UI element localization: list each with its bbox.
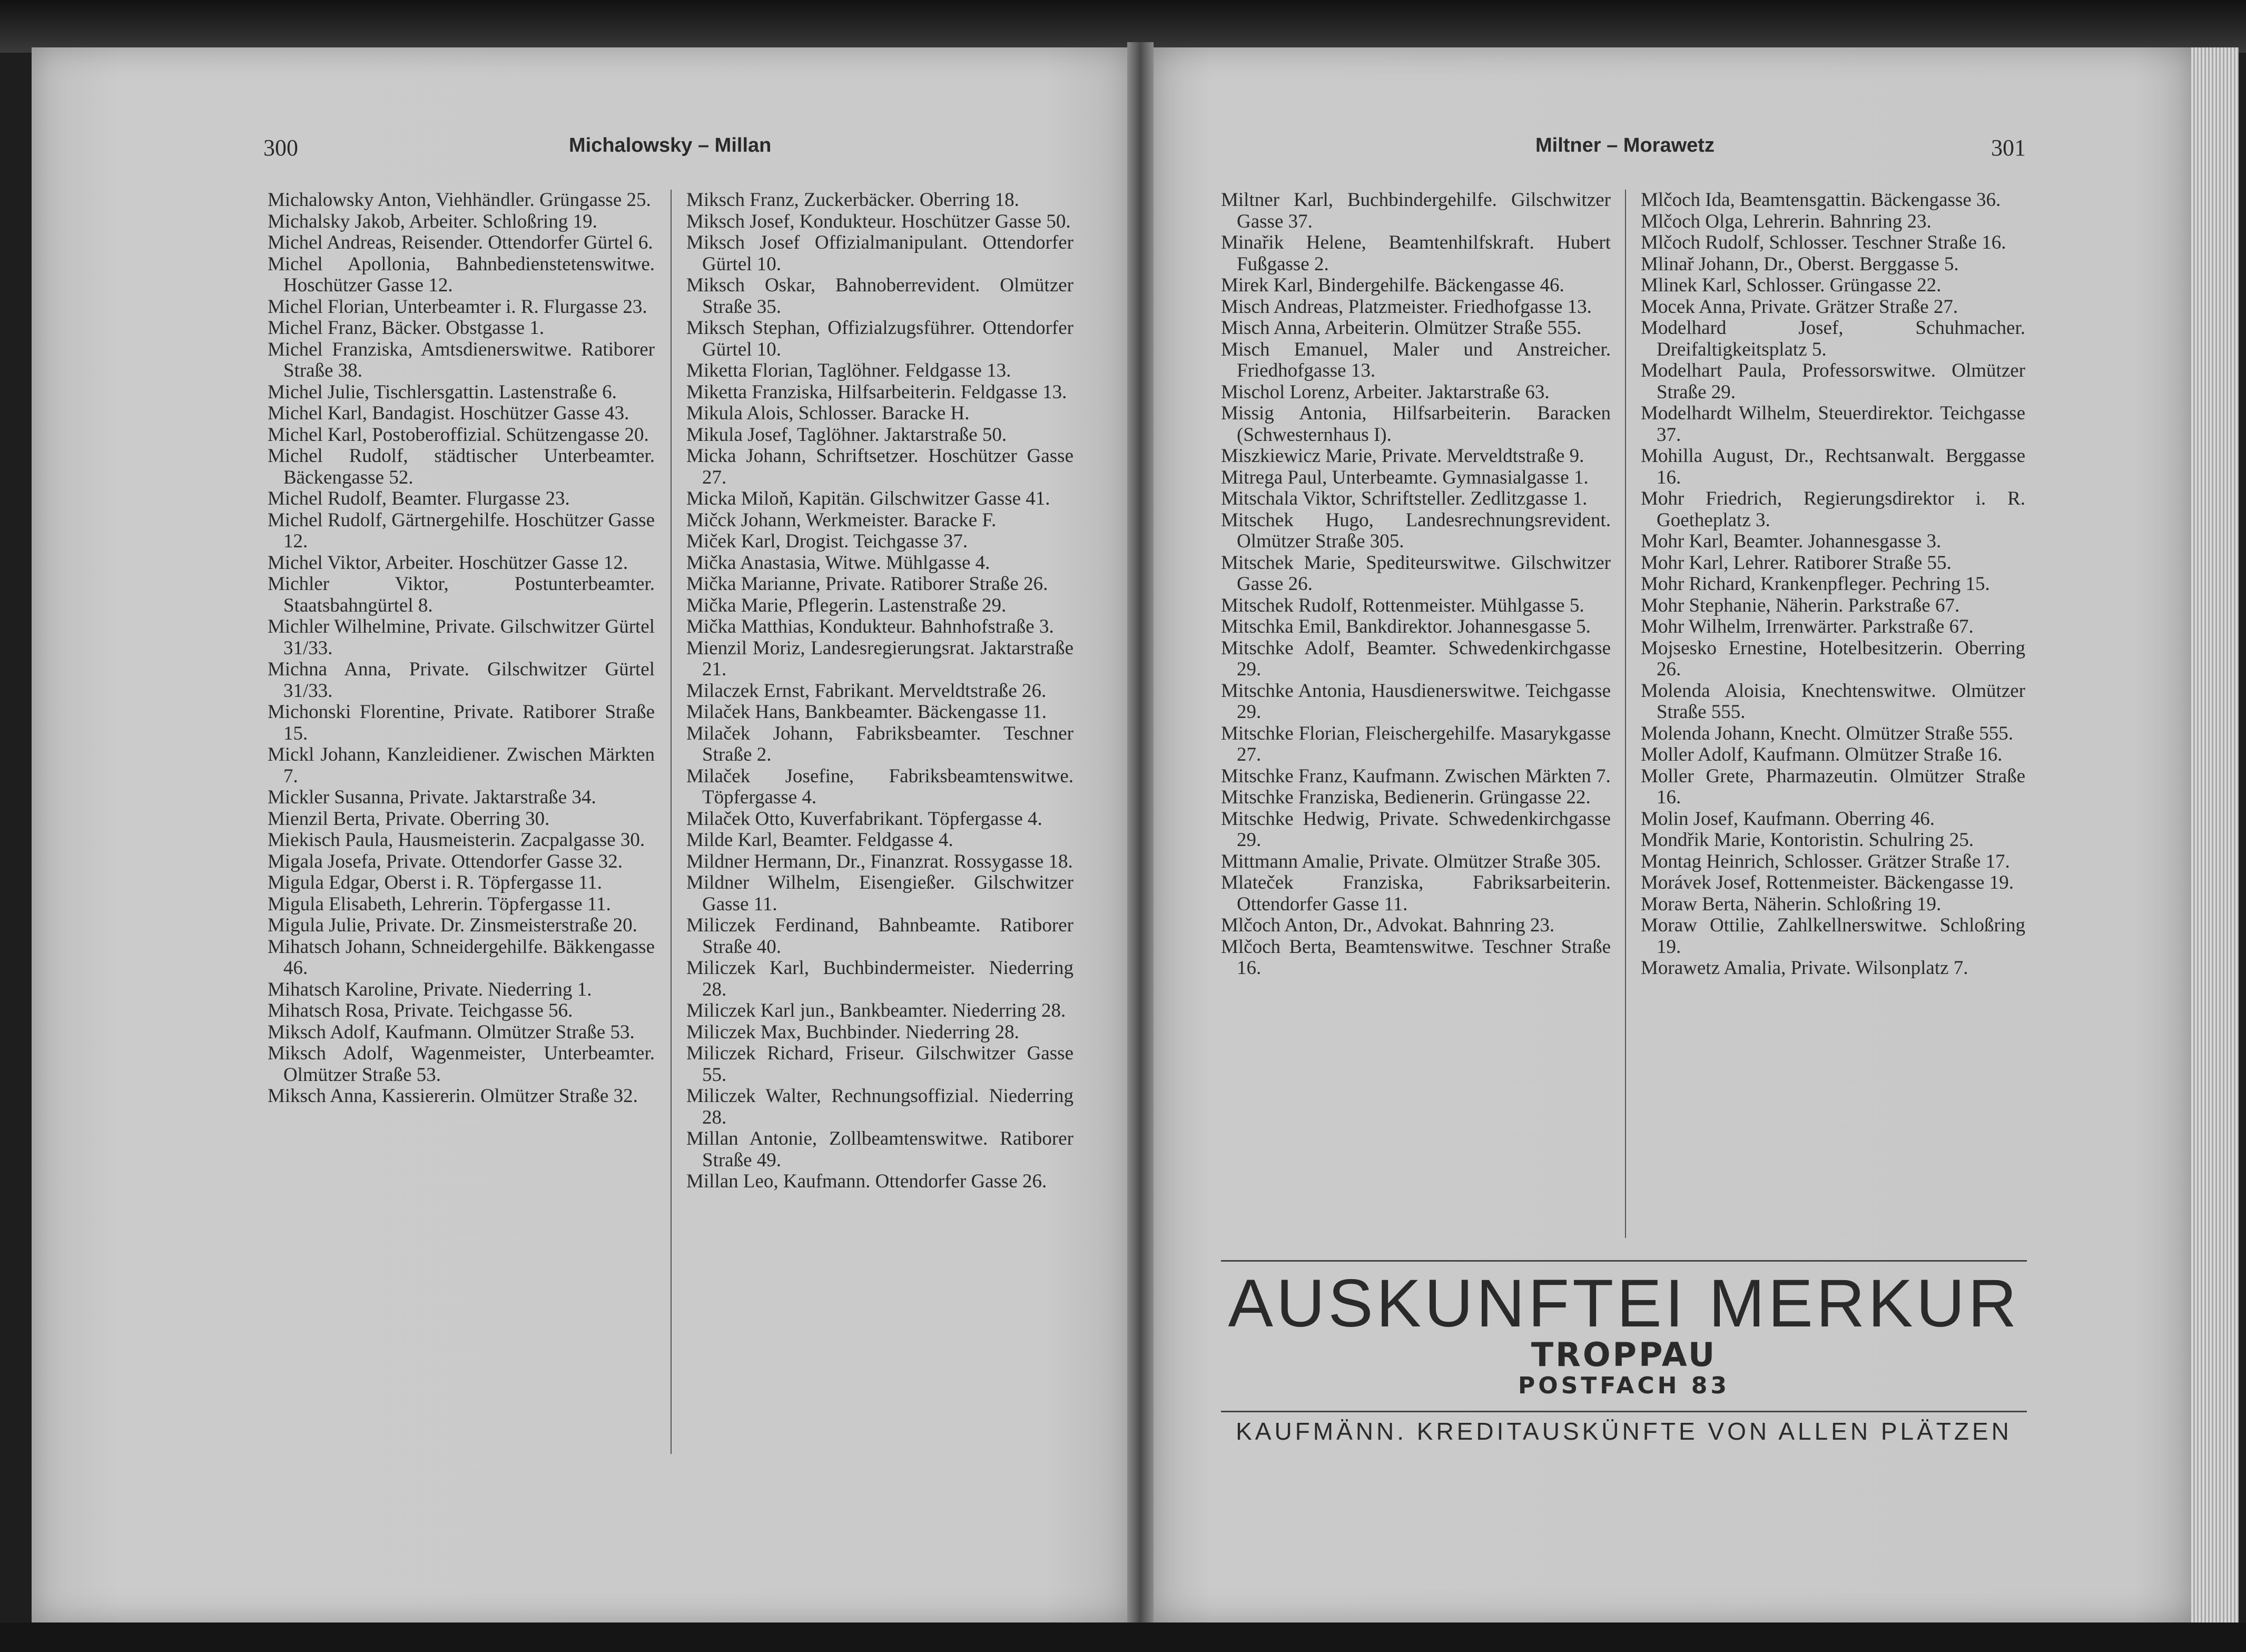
directory-entry: Miliczek Karl jun., Bankbeamter. Niederring 28.	[686, 1000, 1066, 1021]
directory-entry: Molin Josef, Kaufmann. Oberring 46.	[1641, 808, 1935, 830]
page-edge-stack	[2191, 47, 2239, 1622]
ad-tagline: KAUFMÄNN. KREDITAUSKÜNFTE VON ALLEN PLÄTZEN	[1236, 1418, 2012, 1445]
directory-entry: Mohr Wilhelm, Irrenwärter. Parkstraße 67.	[1641, 616, 1974, 637]
column-divider	[671, 190, 672, 1454]
directory-entry: Miliczek Ferdinand, Bahnbeamte. Ratiborer Straße 40.	[686, 914, 1073, 958]
directory-entry: Mohr Karl, Beamter. Johannesgasse 3.	[1641, 530, 1942, 552]
directory-entry: Miketta Florian, Taglöhner. Feldgasse 13.	[686, 360, 1011, 381]
directory-entry: Migula Julie, Private. Dr. Zinsmeisterstraße 20.	[268, 914, 637, 936]
directory-entry: Mlčoch Anton, Dr., Advokat. Bahnring 23.	[1221, 914, 1555, 936]
directory-entry: Michel Apollonia, Bahnbedienstetenswitwe. Hoschützer Gasse 12.	[268, 253, 655, 296]
directory-entry: Mickl Johann, Kanzleidiener. Zwischen Märkten 7.	[268, 744, 655, 787]
directory-entry: Misch Anna, Arbeiterin. Olmützer Straße 555.	[1221, 317, 1582, 339]
directory-entry: Misch Emanuel, Maler und Anstreicher. Friedhofgasse 13.	[1221, 338, 1611, 381]
directory-entry: Mlčoch Rudolf, Schlosser. Teschner Straße 16.	[1641, 232, 2006, 253]
ad-postbox: POSTFACH 83	[1518, 1372, 1730, 1399]
column-divider	[1625, 190, 1626, 1238]
ad-top-rule	[1221, 1260, 2027, 1262]
directory-entry: Mička Matthias, Kondukteur. Bahnhofstraße 3.	[686, 616, 1054, 637]
directory-entry: Michel Julie, Tischlersgattin. Lastenstraße 6.	[268, 381, 617, 403]
directory-entry: Moller Adolf, Kaufmann. Olmützer Straße 16.	[1641, 744, 2003, 765]
directory-entry: Molenda Aloisia, Knechtenswitwe. Olmützer Straße 555.	[1641, 680, 2025, 723]
directory-entry: Mihatsch Karoline, Private. Niederring 1.	[268, 978, 592, 1000]
directory-entry: Mienzil Berta, Private. Oberring 30.	[268, 808, 550, 830]
directory-entry: Michler Viktor, Postunterbeamter. Staatsbahngürtel 8.	[268, 573, 655, 616]
directory-entry: Mildner Wilhelm, Eisengießer. Gilschwitzer Gasse 11.	[686, 872, 1073, 915]
directory-entry: Modelhardt Wilhelm, Steuerdirektor. Teichgasse 37.	[1641, 402, 2025, 446]
directory-entry: Mitschke Florian, Fleischergehilfe. Masarykgasse 27.	[1221, 722, 1611, 765]
directory-entry: Migula Edgar, Oberst i. R. Töpfergasse 11.	[268, 872, 602, 893]
directory-entry: Michel Rudolf, Gärtnergehilfe. Hoschützer Gasse 12.	[268, 509, 655, 552]
directory-entry: Miksch Stephan, Offizialzugsführer. Ottendorfer Gürtel 10.	[686, 317, 1073, 360]
directory-entry: Mlčoch Berta, Beamtenswitwe. Teschner Straße 16.	[1221, 936, 1611, 979]
directory-entry: Mohr Friedrich, Regierungsdirektor i. R. Goetheplatz 3.	[1641, 488, 2025, 531]
directory-entry: Michna Anna, Private. Gilschwitzer Gürtel 31/33.	[268, 658, 655, 702]
directory-entry: Mohr Stephanie, Näherin. Parkstraße 67.	[1641, 594, 1960, 616]
directory-entry: Mlinař Johann, Dr., Oberst. Berggasse 5.	[1641, 253, 1959, 275]
directory-entry: Mikula Alois, Schlosser. Baracke H.	[686, 402, 970, 424]
directory-entry: Morawetz Amalia, Private. Wilsonplatz 7.	[1641, 957, 1968, 979]
directory-entry: Migula Elisabeth, Lehrerin. Töpfergasse 11.	[268, 893, 611, 915]
ad-middle-rule	[1221, 1411, 2027, 1412]
left-page-number: 300	[263, 135, 298, 161]
directory-entry: Mlateček Franziska, Fabriksarbeiterin. Ottendorfer Gasse 11.	[1221, 872, 1611, 915]
directory-entry: Molenda Johann, Knecht. Olmützer Straße 555.	[1641, 722, 2013, 744]
directory-entry: Mitschek Hugo, Landesrechnungsrevident. Olmützer Straße 305.	[1221, 509, 1611, 552]
directory-entry: Moller Grete, Pharmazeutin. Olmützer Straße 16.	[1641, 765, 2025, 808]
directory-entry: Mička Anastasia, Witwe. Mühlgasse 4.	[686, 552, 990, 574]
directory-entry: Mittmann Amalie, Private. Olmützer Straße 305.	[1221, 850, 1601, 872]
directory-entry: Michel Karl, Postoberoffizial. Schützengasse 20.	[268, 424, 649, 446]
directory-entry: Michel Franziska, Amtsdienerswitwe. Ratiborer Straße 38.	[268, 338, 655, 381]
directory-entry: Mienzil Moriz, Landesregierungsrat. Jaktarstraße 21.	[686, 637, 1073, 680]
book-edge-top	[0, 0, 2246, 53]
directory-entry: Missig Antonia, Hilfsarbeiterin. Baracken (Schwesternhaus I).	[1221, 402, 1611, 446]
directory-entry: Millan Leo, Kaufmann. Ottendorfer Gasse 26.	[686, 1171, 1047, 1192]
ad-title: AUSKUNFTEI MERKUR	[1228, 1266, 2020, 1341]
directory-entry: Misch Andreas, Platzmeister. Friedhofgasse 13.	[1221, 296, 1592, 318]
directory-entry: Miček Karl, Drogist. Teichgasse 37.	[686, 530, 968, 552]
directory-entry: Milaček Hans, Bankbeamter. Bäckengasse 11.	[686, 701, 1047, 723]
directory-entry: Mohr Karl, Lehrer. Ratiborer Straße 55.	[1641, 552, 1952, 574]
directory-entry: Mička Marianne, Private. Ratiborer Straße 26.	[686, 573, 1048, 595]
directory-entry: Miksch Franz, Zuckerbäcker. Oberring 18.	[686, 189, 1019, 211]
directory-entry: Morávek Josef, Rottenmeister. Bäckengasse 19.	[1641, 872, 2014, 893]
directory-entry: Modelhart Paula, Professorswitwe. Olmützer Straße 29.	[1641, 360, 2025, 403]
directory-entry: Miliczek Richard, Friseur. Gilschwitzer Gasse 55.	[686, 1043, 1073, 1086]
directory-entry: Michler Wilhelmine, Private. Gilschwitzer Gürtel 31/33.	[268, 616, 655, 659]
directory-entry: Mitschek Marie, Spediteurswitwe. Gilschwitzer Gasse 26.	[1221, 552, 1611, 595]
directory-entry: Mlinek Karl, Schlosser. Grüngasse 22.	[1641, 274, 1942, 296]
directory-entry: Miltner Karl, Buchbindergehilfe. Gilschwitzer Gasse 37.	[1221, 189, 1611, 232]
directory-entry: Mohr Richard, Krankenpfleger. Pechring 15.	[1641, 573, 1990, 595]
directory-entry: Milaček Johann, Fabriksbeamter. Teschner Straße 2.	[686, 722, 1073, 765]
directory-entry: Michel Rudolf, Beamter. Flurgasse 23.	[268, 488, 570, 509]
directory-entry: Mitschke Franziska, Bedienerin. Grüngasse 22.	[1221, 786, 1591, 808]
directory-entry: Minařik Helene, Beamtenhilfskraft. Hubert Fußgasse 2.	[1221, 232, 1611, 275]
directory-entry: Mildner Hermann, Dr., Finanzrat. Rossygasse 18.	[686, 850, 1073, 872]
directory-entry: Micka Miloň, Kapitän. Gilschwitzer Gasse 41.	[686, 488, 1050, 509]
bottom-background	[0, 1622, 2246, 1652]
directory-entry: Mitschke Franz, Kaufmann. Zwischen Märkten 7.	[1221, 765, 1611, 787]
book-gutter	[1127, 42, 1154, 1628]
directory-entry: Miksch Adolf, Wagenmeister, Unterbeamter. Olmützer Straße 53.	[268, 1043, 655, 1086]
right-page-number: 301	[1991, 135, 2026, 161]
directory-entry: Montag Heinrich, Schlosser. Grätzer Straße 17.	[1641, 850, 2010, 872]
directory-entry: Moraw Ottilie, Zahlkellnerswitwe. Schloßring 19.	[1641, 914, 2025, 958]
directory-entry: Michonski Florentine, Private. Ratiborer Straße 15.	[268, 701, 655, 744]
directory-entry: Mihatsch Rosa, Private. Teichgasse 56.	[268, 1000, 573, 1021]
directory-entry: Mirek Karl, Bindergehilfe. Bäckengasse 46.	[1221, 274, 1564, 296]
directory-entry: Mocek Anna, Private. Grätzer Straße 27.	[1641, 296, 1958, 318]
directory-entry: Mitschek Rudolf, Rottenmeister. Mühlgasse 5.	[1221, 594, 1584, 616]
directory-entry: Millan Antonie, Zollbeamtenswitwe. Ratiborer Straße 49.	[686, 1128, 1073, 1171]
directory-entry: Michel Viktor, Arbeiter. Hoschützer Gasse 12.	[268, 552, 628, 574]
directory-entry: Miszkiewicz Marie, Private. Merveldtstraße 9.	[1221, 445, 1584, 467]
directory-entry: Mitschka Emil, Bankdirektor. Johannesgasse 5.	[1221, 616, 1591, 637]
directory-column-3	[1221, 190, 1611, 979]
directory-entry: Michel Rudolf, städtischer Unterbeamter. Bäckengasse 52.	[268, 445, 655, 488]
directory-entry: Moraw Berta, Näherin. Schloßring 19.	[1641, 893, 1942, 915]
directory-entry: Michel Florian, Unterbeamter i. R. Flurgasse 23.	[268, 296, 647, 318]
directory-entry: Michel Karl, Bandagist. Hoschützer Gasse 43.	[268, 402, 629, 424]
directory-entry: Michalowsky Anton, Viehhändler. Grüngasse 25.	[268, 189, 651, 211]
directory-entry: Mohilla August, Dr., Rechtsanwalt. Berggasse 16.	[1641, 445, 2025, 488]
directory-entry: Mondřik Marie, Kontoristin. Schulring 25.	[1641, 829, 1974, 851]
directory-entry: Mitrega Paul, Unterbeamte. Gymnasialgasse 1.	[1221, 466, 1589, 488]
directory-entry: Miekisch Paula, Hausmeisterin. Zacpalgasse 30.	[268, 829, 645, 851]
directory-entry: Milaček Josefine, Fabriksbeamtenswitwe. Töpfergasse 4.	[686, 765, 1073, 808]
directory-column-2	[686, 190, 1073, 1193]
directory-entry: Milaczek Ernst, Fabrikant. Merveldtstraße 26.	[686, 680, 1047, 702]
directory-entry: Milaček Otto, Kuverfabrikant. Töpfergasse 4.	[686, 808, 1042, 830]
directory-entry: Mickler Susanna, Private. Jaktarstraße 34.	[268, 786, 596, 808]
directory-entry: Miliczek Karl, Buchbindermeister. Niederring 28.	[686, 957, 1073, 1000]
directory-entry: Michel Franz, Bäcker. Obstgasse 1.	[268, 317, 545, 339]
directory-entry: Michel Andreas, Reisender. Ottendorfer Gürtel 6.	[268, 232, 653, 253]
directory-entry: Miliczek Max, Buchbinder. Niederring 28.	[686, 1021, 1019, 1043]
directory-entry: Mičck Johann, Werkmeister. Baracke F.	[686, 509, 997, 531]
directory-entry: Mihatsch Johann, Schneidergehilfe. Bäkkengasse 46.	[268, 936, 655, 979]
ad-city: TROPPAU	[1531, 1335, 1717, 1374]
directory-entry: Migala Josefa, Private. Ottendorfer Gasse 32.	[268, 850, 623, 872]
directory-entry: Mikula Josef, Taglöhner. Jaktarstraße 50.	[686, 424, 1007, 446]
right-running-head: Miltner – Morawetz	[1535, 134, 1715, 156]
directory-entry: Mojsesko Ernestine, Hotelbesitzerin. Oberring 26.	[1641, 637, 2025, 680]
directory-entry: Mitschke Hedwig, Private. Schwedenkirchgasse 29.	[1221, 808, 1611, 851]
directory-entry: Milde Karl, Beamter. Feldgasse 4.	[686, 829, 953, 851]
directory-entry: Miksch Josef Offizialmanipulant. Ottendorfer Gürtel 10.	[686, 232, 1073, 275]
directory-entry: Mitschke Adolf, Beamter. Schwedenkirchgasse 29.	[1221, 637, 1611, 680]
directory-entry: Miksch Anna, Kassiererin. Olmützer Straße 32.	[268, 1085, 638, 1107]
directory-entry: Miksch Oskar, Bahnoberrevident. Olmützer Straße 35.	[686, 274, 1073, 318]
directory-entry: Michalsky Jakob, Arbeiter. Schloßring 19.	[268, 210, 597, 232]
directory-column-4	[1641, 190, 2025, 979]
directory-entry: Modelhard Josef, Schuhmacher. Dreifaltigkeitsplatz 5.	[1641, 317, 2025, 360]
directory-entry: Mička Marie, Pflegerin. Lastenstraße 29.	[686, 594, 1007, 616]
directory-entry: Mitschala Viktor, Schriftsteller. Zedlitzgasse 1.	[1221, 488, 1588, 509]
directory-entry: Miksch Josef, Kondukteur. Hoschützer Gasse 50.	[686, 210, 1071, 232]
directory-entry: Mlčoch Olga, Lehrerin. Bahnring 23.	[1641, 210, 1932, 232]
directory-column-1	[268, 190, 655, 1107]
directory-entry: Mitschke Antonia, Hausdienerswitwe. Teichgasse 29.	[1221, 680, 1611, 723]
directory-entry: Mlčoch Ida, Beamtensgattin. Bäckengasse 36.	[1641, 189, 2001, 211]
directory-entry: Miksch Adolf, Kaufmann. Olmützer Straße 53.	[268, 1021, 635, 1043]
directory-entry: Miliczek Walter, Rechnungsoffizial. Niederring 28.	[686, 1085, 1073, 1128]
directory-entry: Mischol Lorenz, Arbeiter. Jaktarstraße 63.	[1221, 381, 1550, 403]
directory-entry: Micka Johann, Schriftsetzer. Hoschützer Gasse 27.	[686, 445, 1073, 488]
directory-entry: Miketta Franziska, Hilfsarbeiterin. Feldgasse 13.	[686, 381, 1067, 403]
left-running-head: Michalowsky – Millan	[569, 134, 772, 156]
